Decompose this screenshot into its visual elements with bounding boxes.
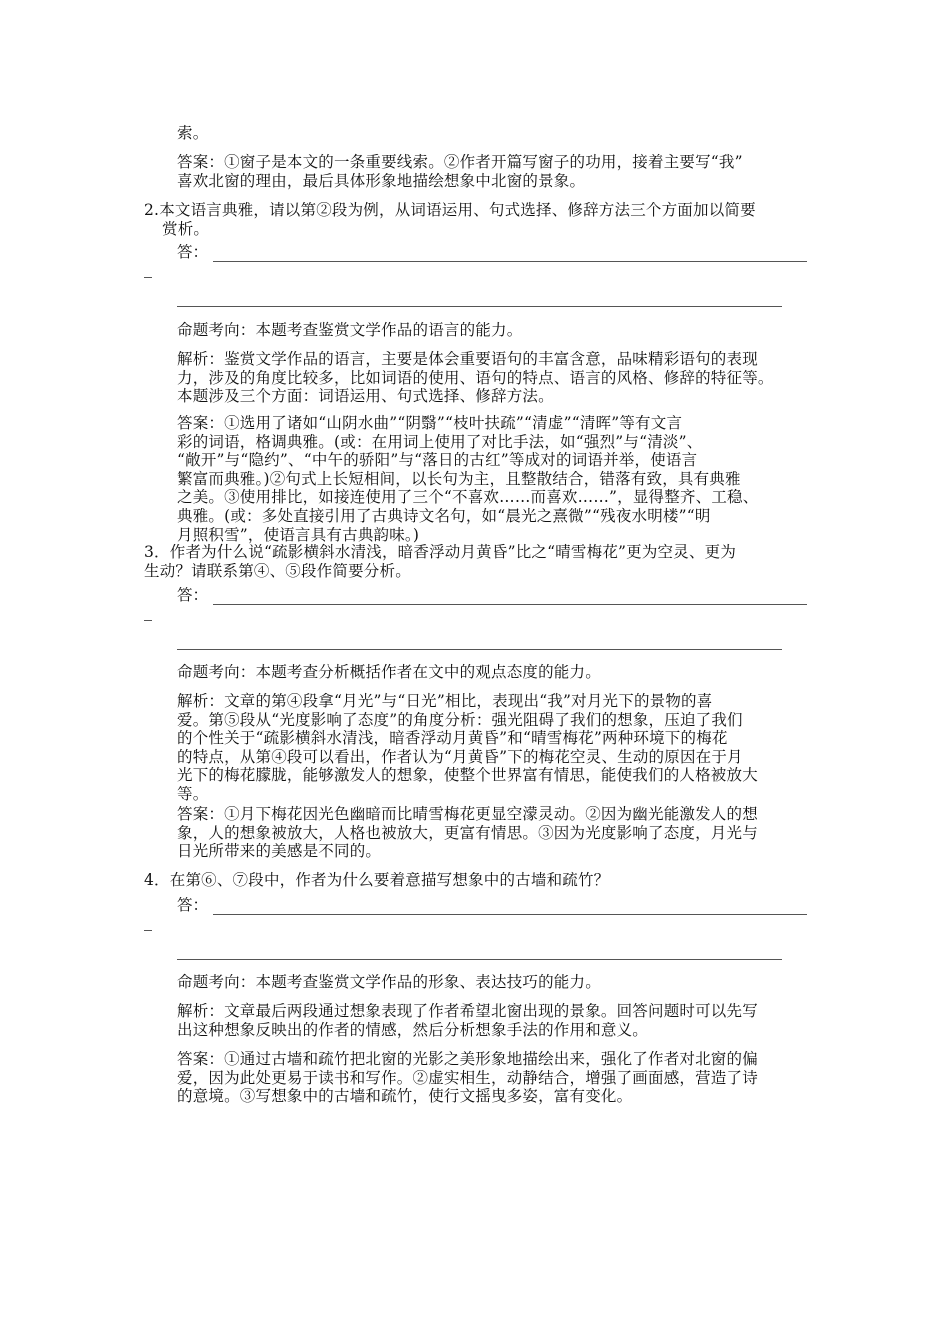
q3-answer-field[interactable] bbox=[177, 588, 807, 608]
q4-answer: 答案：①通过古墙和疏竹把北窗的光影之美形象地描绘出来，强化了作者对北窗的偏 爱，因为此处更易于读书和写作。②虚实相生，动静结合，增强了画面感，营造了诗 的意境。③写想象中的古墙和疏竹，使行文摇曳多姿，富有变化。 bbox=[177, 1050, 758, 1106]
q4-question: 4．在第⑥、⑦段中，作者为什么要着意描写想象中的古墙和疏竹？ bbox=[144, 871, 610, 889]
q3-question: 3．作者为什么说“疏影横斜水清浅，暗香浮动月黄昏”比之“晴雪梅花”更为空灵、更为 生动？请联系第④、⑤段作简要分析。 bbox=[144, 543, 737, 580]
q2-answer-field[interactable] bbox=[177, 245, 807, 265]
answer-line-2 bbox=[177, 306, 782, 307]
q3-intent: 命题考向：本题考查分析概括作者在文中的观点态度的能力。 bbox=[177, 663, 601, 681]
q2-question: 2.本文语言典雅，请以第②段为例，从词语运用、句式选择、修辞方法三个方面加以简要 赏析。 bbox=[144, 201, 756, 238]
q4-answer-field[interactable] bbox=[177, 898, 807, 918]
q3-analysis: 解析：文章的第④段拿“月光”与“日光”相比，表现出“我”对月光下的景物的喜 爱。第⑤段从“光度影响了态度”的角度分析：强光阻碍了我们的想象，压迫了我们 的个性关于“疏影横斜水清浅，暗香浮动月黄昏”和“晴雪梅花”两种环境下的梅花 的特点，从第④段可以看出，作者认为“月黄昏”下的梅花空灵、生动的原因在于月 光下的梅花朦胧，能够激发人的想象，使整个世界富有情思，能使我们的人格被放大 等。 bbox=[177, 692, 758, 803]
q2-intent: 命题考向：本题考查鉴赏文学作品的语言的能力。 bbox=[177, 321, 523, 339]
answer-line-2 bbox=[177, 649, 782, 650]
answer-line bbox=[213, 914, 807, 915]
answer-line bbox=[213, 261, 807, 262]
q4-intent: 命题考向：本题考查鉴赏文学作品的形象、表达技巧的能力。 bbox=[177, 973, 601, 991]
dash bbox=[144, 930, 152, 931]
q2-analysis: 解析：鉴赏文学作品的语言，主要是体会重要语句的丰富含意，品味精彩语句的表现 力，涉及的角度比较多，比如词语的使用、语句的特点、语言的风格、修辞的特征等。 本题涉及三个方面：词语运用、句式选择、修辞方法。 bbox=[177, 350, 774, 406]
q3-answer: 答案：①月下梅花因光色幽暗而比晴雪梅花更显空濛灵动。②因为幽光能激发人的想 象，人的想象被放大，人格也被放大，更富有情思。③因为光度影响了态度，月光与 日光所带来的美感是不同的。 bbox=[177, 805, 758, 861]
q2-answer: 答案：①选用了诸如“山阴水曲”“阴翳”“枝叶扶疏”“清虚”“清晖”等有文言 彩的词语，格调典雅。(或：在用词上使用了对比手法，如“强烈”与“清淡”、 “敞开”与“隐约”、“中午的骄阳”与“落日的古红”等成对的词语并举，使语言 繁富而典雅。)②句式上长短相间，以长句为主，且整散结合，错落有致，具有典雅 之美。③使用排比，如接连使用了三个“不喜欢……而喜欢……”，显得整齐、工稳、 典雅。(或：多处直接引用了古典诗文名句，如“晨光之熹微”“残夜水明楼”“明 月照积雪”，使语言具有古典韵味。) bbox=[177, 414, 759, 544]
q1-answer: 答案：①窗子是本文的一条重要线索。②作者开篇写窗子的功用，接着主要写“我” 喜欢北窗的理由，最后具体形象地描绘想象中北窗的景象。 bbox=[177, 153, 743, 190]
answer-line-2 bbox=[177, 959, 782, 960]
dash bbox=[144, 620, 152, 621]
q4-analysis: 解析：文章最后两段通过想象表现了作者希望北窗出现的景象。回答问题时可以先写 出这种想象反映出的作者的情感，然后分析想象手法的作用和意义。 bbox=[177, 1002, 758, 1039]
q2-answer-label: 答： bbox=[177, 243, 209, 261]
dash bbox=[144, 277, 152, 278]
intro-tail: 索。 bbox=[177, 124, 209, 142]
q4-answer-label: 答： bbox=[177, 896, 209, 914]
q3-answer-label: 答： bbox=[177, 586, 209, 604]
answer-line bbox=[213, 604, 807, 605]
